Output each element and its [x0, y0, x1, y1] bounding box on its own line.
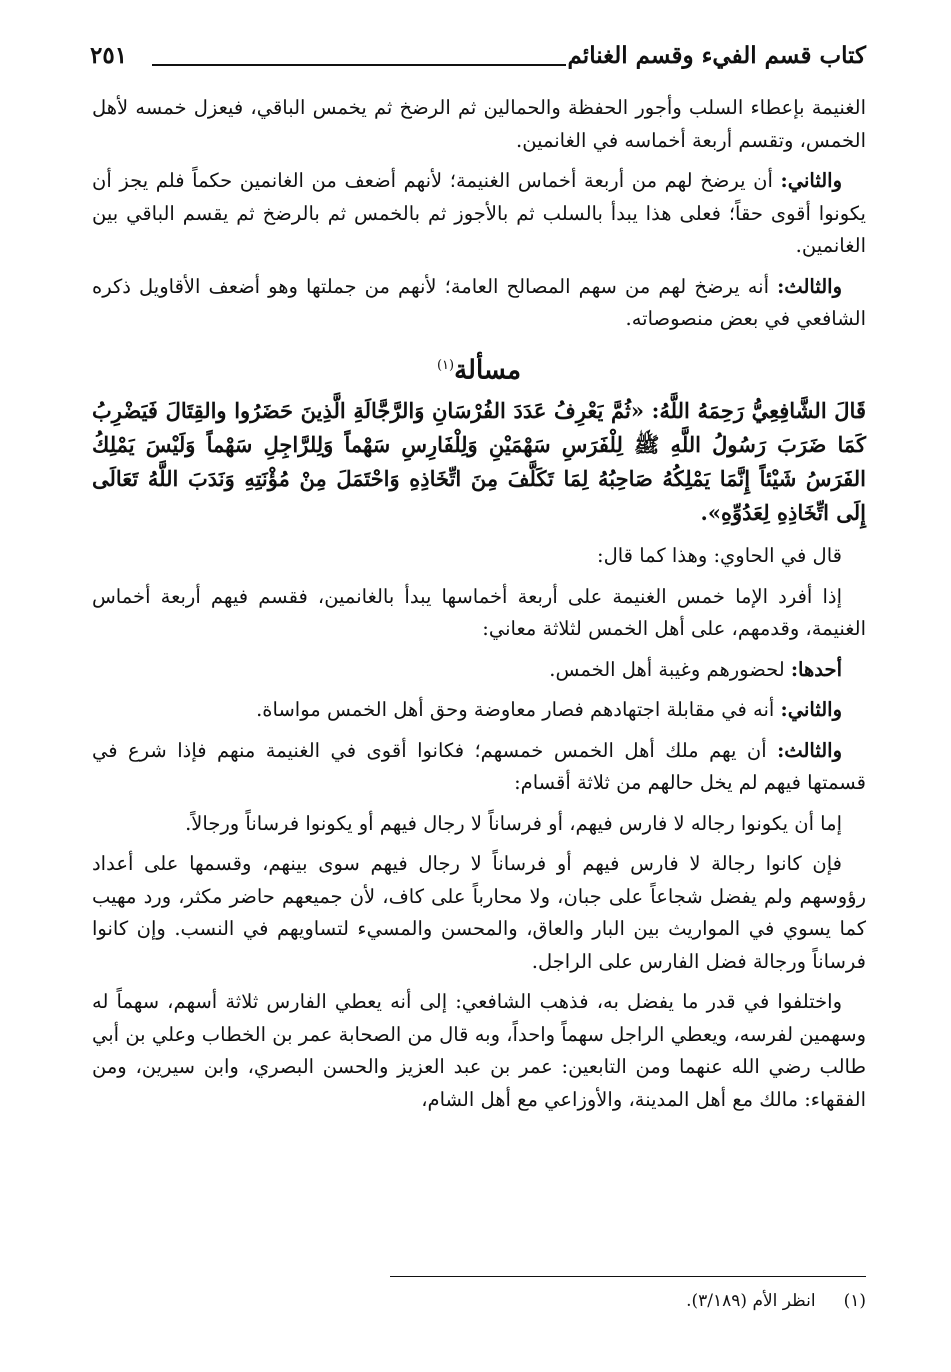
page-number: ٢٥١ [90, 42, 128, 69]
paragraph-5: إذا أفرد الإما خمس الغنيمة على أربعة أخماسها يبدأ بالغانمين، فقسم فيهم أربعة أخماس الغنيمة، وقدمهم، على أهل الخمس لثلاثة معاني: [92, 584, 866, 641]
header-rule [152, 64, 566, 66]
paragraph-7: والثاني: أنه في مقابلة اجتهادهم فصار معاوضة وحق أهل الخمس مواساة. [256, 698, 842, 722]
paragraph-lead: والثالث: [777, 738, 842, 762]
footnote-number: (١) [843, 1291, 866, 1311]
paragraph-lead: والثالث: [777, 274, 842, 298]
paragraph-lead: والثاني: [780, 169, 842, 192]
paragraph-1: الغنيمة بإعطاء السلب وأجور الحفظة والحمالين ثم الرضخ ثم يخمس الباقي، فيعزل خمسه لأهل الخمس، وتقسم أربعة أخماسه في الغانمين. [92, 96, 866, 152]
paragraph-8: والثالث: أن يهم ملك أهل الخمس خمسهم؛ فكانوا أقوى في الغنيمة منهم فإذا شرع في قسمتها فيهم لم يخل حالهم من ثلاثة أقسام: [92, 738, 866, 795]
footnote-rule [390, 1276, 866, 1277]
running-header [90, 38, 866, 78]
paragraph-10: فإن كانوا رجالة لا فارس فيهم أو فرساناً لا رجال فيهم سوى بينهم، وقسمها على أعداد رؤوسهم ولم يفضل شجاعاً على جبان، ولا محارباً على كاف، لأن جميعهم حاضر مكثر، ورد مهيب كما يسوي في المواريث بين البار والعاق، والمحسن والمسيء لتساويهم في النسب. وإن كانوا فرساناً ورجالة فضل الفارس على الراجل. [92, 852, 866, 973]
footnote-ref: (١) [436, 357, 455, 373]
footnote [92, 1288, 866, 1314]
book-title: كتاب قسم الفيء وقسم الغنائم [567, 42, 866, 69]
shafii-quote: قَالَ الشَّافِعِيُّ رَحِمَهُ اللَّهُ: «ثُمَّ يَعْرِفُ عَدَدَ الفُرْسَانِ وَالرَّجَّالَةِ الَّذِينَ حَضَرُوا والقِتَالَ فَيَضْرِبُ كَمَا ضَرَبَ رَسُولُ اللَّهِ ﷺ لِلْفَرَسِ سَهْمَيْنِ وَلِلْفَارِسِ سَهْماً وَلِلرَّاجِلِ سَهْماً وَلَيْسَ يَمْلِكُ الفَرَسُ شَيْئاً إِنَّمَا يَمْلِكُهُ صَاحِبُهُ لِمَا تَكَلَّفَ مِنَ اتِّخَاذِهِ وَاحْتَمَلَ مِنْ مُؤْنَتِهِ وَنَدَبَ اللَّهُ تَعَالَى إِلَى اتِّخَاذِهِ لِعَدُوِّهِ». [92, 398, 866, 526]
paragraph-lead: والثاني: [780, 698, 842, 722]
paragraph-lead: أحدها: [790, 657, 842, 681]
paragraph-6: أحدها: لحضورهم وغيبة أهل الخمس. [549, 657, 842, 681]
paragraph-11: واختلفوا في قدر ما يفضل به، فذهب الشافعي: إلى أنه يعطي الفارس ثلاثة أسهم، سهماً له وسهمين لفرسه، ويعطي الراجل سهماً واحداً، وبه قال من الصحابة عمر بن الخطاب وعلي بن أبي طالب رضي الله عنهما ومن التابعين: عمر بن عبد العزيز والحسن البصري، وابن سيرين، ومن الفقهاء: مالك مع أهل المدينة، والأوزاعي مع أهل الشام، [92, 990, 866, 1111]
section-heading: مسألة$^{(١)}$ [436, 355, 522, 386]
main-text [92, 92, 866, 1124]
paragraph-2: والثاني: أن يرضخ لهم من أربعة أخماس الغنيمة؛ لأنهم أضعف من الغانمين حكماً فلم يجز أن يكونوا أقوى حقاً؛ فعلى هذا يبدأ بالسلب ثم بالأجوز ثم بالخمس ثم بالرضخ ثم يقسم الباقي بين الغانمين. [92, 169, 866, 257]
paragraph-9: إما أن يكونوا رجاله لا فارس فيهم، أو فرساناً لا رجال فيهم أو يكونوا فرساناً ورجالاً. [185, 811, 842, 835]
paragraph-4: قال في الحاوي: وهذا كما قال: [597, 544, 842, 568]
footnote-text: انظر الأم (٣/١٨٩). [686, 1291, 816, 1311]
paragraph-3: والثالث: أنه يرضخ لهم من سهم المصالح العامة؛ لأنهم من جملتها وهو أضعف الأقاويل ذكره الشافعي في بعض منصوصاته. [92, 274, 866, 330]
